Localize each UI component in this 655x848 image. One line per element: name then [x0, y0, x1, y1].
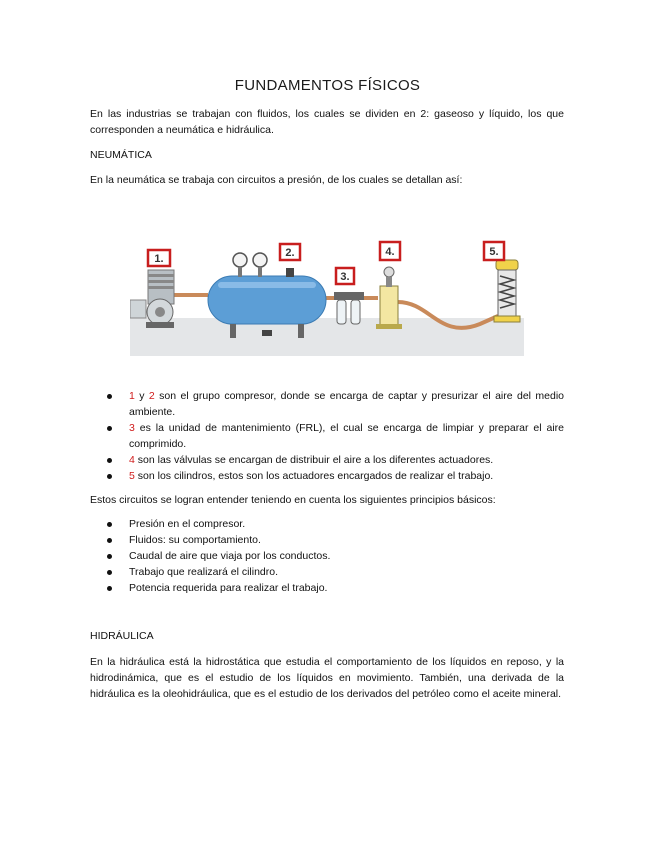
- svg-text:4.: 4.: [385, 246, 395, 258]
- svg-text:1.: 1.: [154, 253, 164, 265]
- diagram-label-4: [380, 242, 400, 260]
- svg-text:3.: 3.: [340, 271, 350, 283]
- diagram-label-1: [148, 250, 170, 266]
- diagram-label-5: [484, 242, 504, 260]
- pneumatic-circuit-diagram: [130, 240, 524, 356]
- svg-text:5.: 5.: [489, 246, 499, 258]
- list-item: 4 son las válvulas se encargan de distribuir el aire a los diferentes actuadores.: [90, 452, 564, 468]
- list-item: Potencia requerida para realizar el trabajo.: [90, 580, 564, 596]
- principles-list: [90, 516, 564, 596]
- list-item: Fluidos: su comportamiento.: [90, 532, 564, 548]
- neumatica-intro: En la neumática se trabaja con circuitos a presión, de los cuales se detallan así:: [90, 174, 463, 186]
- list-item: Caudal de aire que viaja por los conductos.: [90, 548, 564, 564]
- svg-text:2.: 2.: [285, 247, 295, 259]
- intro-paragraph: En las industrias se trabajan con fluidos, los cuales se dividen en 2: gaseoso y líquido, los que corresponden a neumática e hidráulica.: [90, 108, 564, 136]
- cylinder-image: [494, 260, 520, 322]
- list-item: 3 es la unidad de mantenimiento (FRL), el cual se encarga de limpiar y preparar el aire comprimido.: [90, 420, 564, 452]
- list-item: Trabajo que realizará el cilindro.: [90, 564, 564, 580]
- page-title: FUNDAMENTOS FÍSICOS: [234, 77, 421, 94]
- principles-intro: Estos circuitos se logran entender teniendo en cuenta los siguientes principios básicos:: [90, 494, 496, 506]
- list-item: Presión en el compresor.: [90, 516, 564, 532]
- hidraulica-paragraph: En la hidráulica está la hidrostática que estudia el comportamiento de los líquidos en reposo, y la hidrodinámica, que es el estudio de los líquidos en movimiento. También, una derivada de la hidráulica es la oleohidráulica, que es el estudio de los derivados del petróleo como el aceite mineral.: [90, 656, 564, 700]
- list-item: 1 y 2 son el grupo compresor, donde se encarga de captar y presurizar el aire del medio ambiente.: [90, 388, 564, 420]
- list-item: 5 son los cilindros, estos son los actuadores encargados de realizar el trabajo.: [90, 468, 564, 484]
- neumatica-heading: NEUMÁTICA: [90, 149, 152, 161]
- diagram-label-3: [336, 268, 354, 284]
- diagram-label-2: [280, 244, 300, 260]
- components-list: [90, 388, 564, 484]
- hidraulica-heading: HIDRÁULICA: [90, 630, 154, 642]
